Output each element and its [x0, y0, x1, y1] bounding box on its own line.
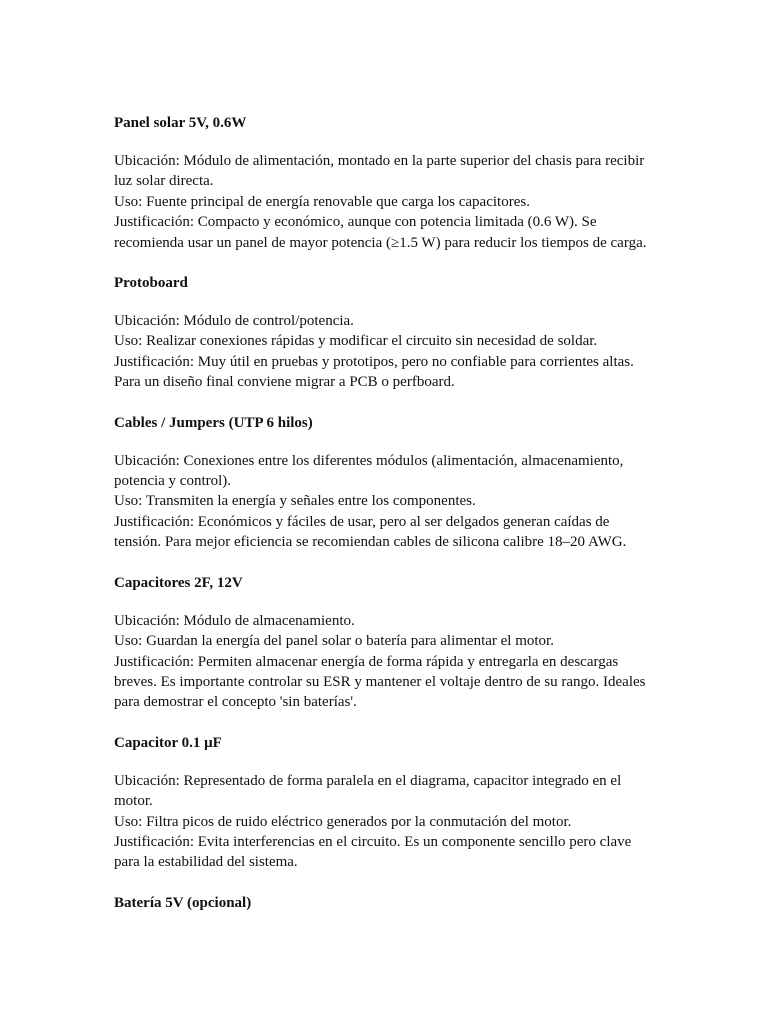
section-heading: Batería 5V (opcional) — [114, 894, 252, 911]
ubicacion-text: Ubicación: Módulo de almacenamiento. — [114, 612, 355, 629]
uso-text: Uso: Realizar conexiones rápidas y modificar el circuito sin necesidad de soldar. — [114, 333, 598, 350]
section-bateria-5v — [114, 893, 659, 913]
uso-text: Uso: Fuente principal de energía renovable que carga los capacitores. — [114, 193, 530, 210]
justificacion-text: Justificación: Muy útil en pruebas y prototipos, pero no confiable para corrientes altas. Para un diseño final conviene migrar a PCB o perfboard. — [114, 353, 634, 391]
section-cables-jumpers — [114, 413, 659, 553]
ubicacion-text: Ubicación: Módulo de control/potencia. — [114, 313, 354, 330]
ubicacion-text: Ubicación: Representado de forma paralela en el diagrama, capacitor integrado en el motor. — [114, 772, 622, 810]
section-heading: Cables / Jumpers (UTP 6 hilos) — [114, 414, 313, 431]
justificacion-text: Justificación: Evita interferencias en el circuito. Es un componente sencillo pero clave para la estabilidad del sistema. — [114, 833, 632, 871]
ubicacion-text: Ubicación: Conexiones entre los diferentes módulos (alimentación, almacenamiento, potencia y control). — [114, 452, 624, 490]
section-capacitor-0-1uf — [114, 733, 659, 873]
justificacion-text: Justificación: Económicos y fáciles de usar, pero al ser delgados generan caídas de tensión. Para mejor eficiencia se recomiendan cables de silicona calibre 18–20 AWG. — [114, 513, 627, 551]
ubicacion-text: Ubicación: Módulo de alimentación, montado en la parte superior del chasis para recibir luz solar directa. — [114, 153, 645, 190]
section-body — [114, 771, 659, 873]
section-body — [114, 151, 659, 253]
uso-text: Uso: Guardan la energía del panel solar o batería para alimentar el motor. — [114, 633, 554, 650]
section-body — [114, 311, 659, 393]
section-heading: Capacitores 2F, 12V — [114, 574, 243, 591]
section-body — [114, 451, 659, 553]
section-panel-solar — [114, 113, 659, 253]
uso-text: Uso: Transmiten la energía y señales entre los componentes. — [114, 493, 476, 510]
document-page — [114, 113, 659, 931]
section-protoboard — [114, 273, 659, 393]
section-heading: Capacitor 0.1 μF — [114, 734, 222, 751]
justificacion-text: Justificación: Compacto y económico, aunque con potencia limitada (0.6 W). Se recomienda usar un panel de mayor potencia (≥1.5 W) para reducir los tiempos de carga. — [114, 214, 647, 251]
section-heading: Protoboard — [114, 275, 188, 292]
section-capacitores-2f — [114, 573, 659, 713]
uso-text: Uso: Filtra picos de ruido eléctrico generados por la conmutación del motor. — [114, 813, 572, 830]
section-body — [114, 611, 659, 713]
justificacion-text: Justificación: Permiten almacenar energía de forma rápida y entregarla en descargas breves. Es importante controlar su ESR y mantener el voltaje dentro de su rango. Ideales para demostrar el concepto 'sin baterías'. — [114, 653, 646, 711]
section-heading: Panel solar 5V, 0.6W — [114, 115, 247, 131]
